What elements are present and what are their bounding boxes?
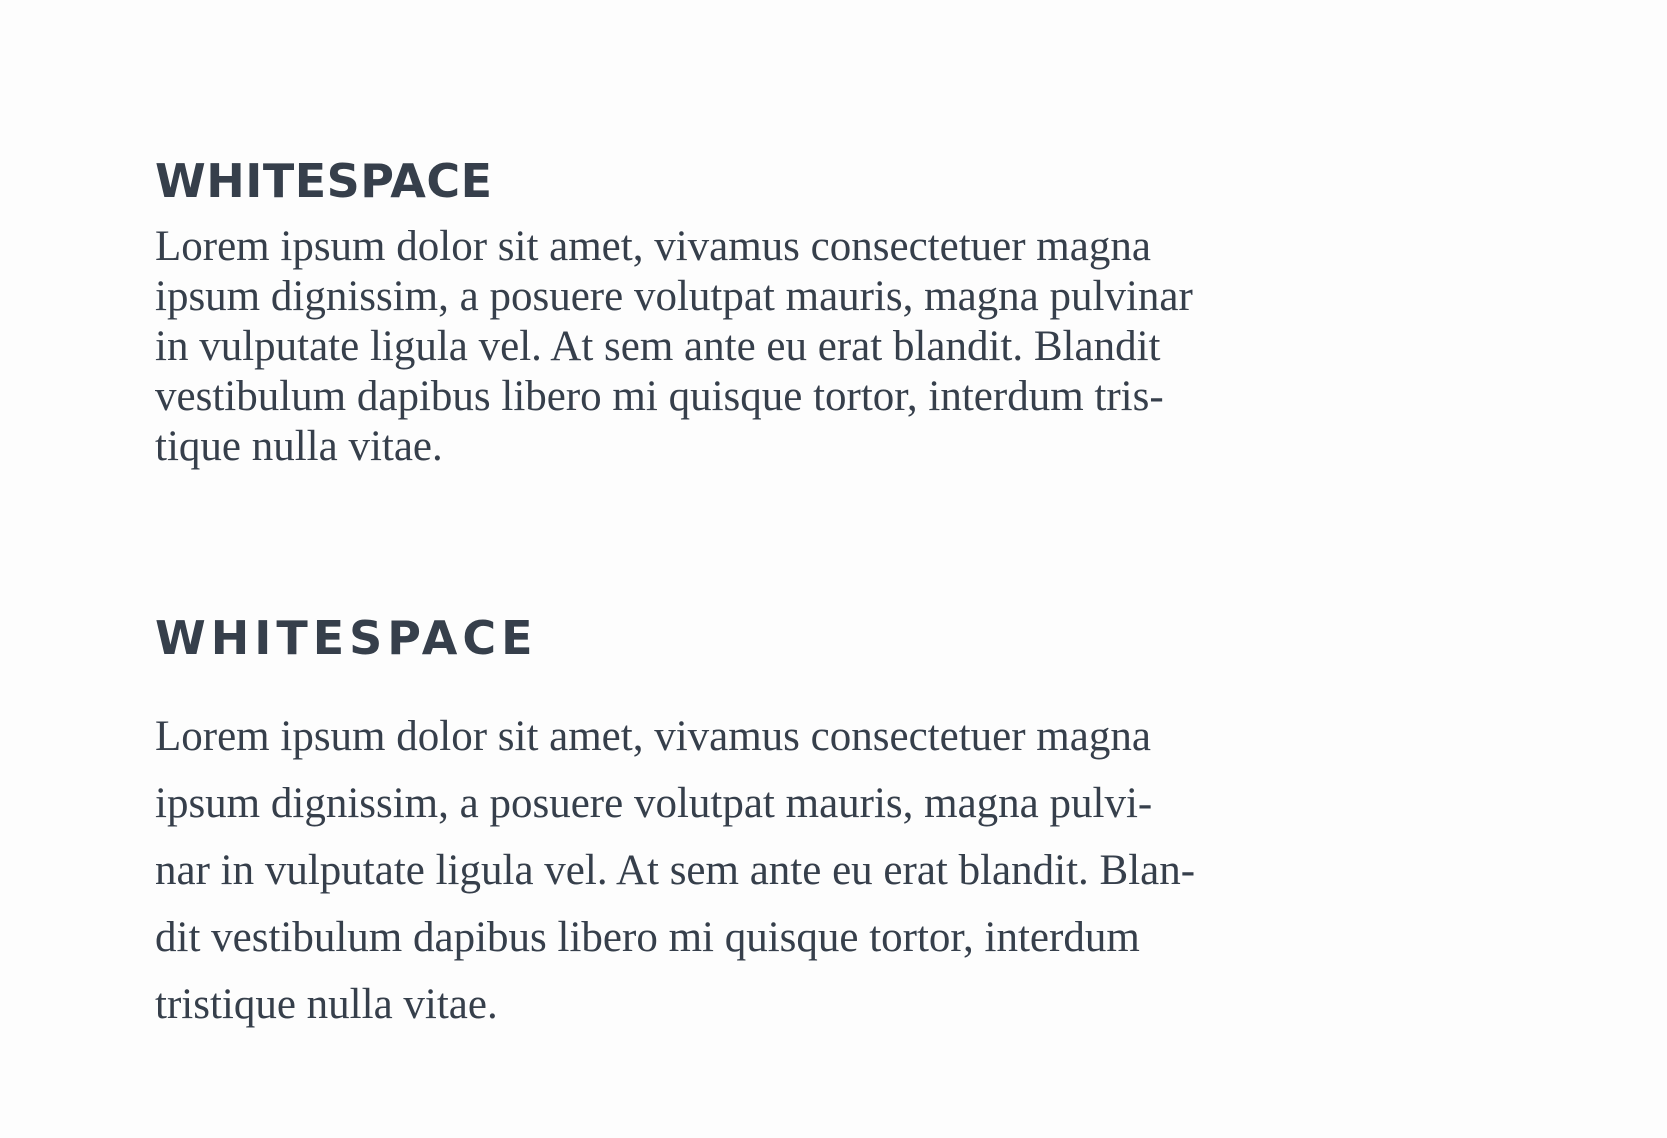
section-heading: WHITESPACE bbox=[155, 611, 538, 665]
body-paragraph bbox=[155, 703, 1315, 1038]
airy-spacing-example bbox=[155, 611, 1315, 1038]
paragraph-line: tique nulla vitae. bbox=[155, 423, 443, 470]
paragraph-line: Lorem ipsum dolor sit amet, vivamus consectetuer magna bbox=[155, 223, 1151, 270]
paragraph-line: Lorem ipsum dolor sit amet, vivamus consectetuer magna bbox=[155, 713, 1151, 760]
body-paragraph bbox=[155, 222, 1315, 472]
paragraph-line: ipsum dignissim, a posuere volutpat mauris, magna pulvi- bbox=[155, 780, 1153, 827]
paragraph-line: ipsum dignissim, a posuere volutpat mauris, magna pulvinar bbox=[155, 273, 1193, 320]
paragraph-line: vestibulum dapibus libero mi quisque tortor, interdum tris- bbox=[155, 373, 1164, 420]
paragraph-line: dit vestibulum dapibus libero mi quisque tortor, interdum bbox=[155, 914, 1140, 961]
tight-spacing-example bbox=[155, 154, 1315, 472]
section-heading: WHITESPACE bbox=[155, 154, 493, 208]
paragraph-line: nar in vulputate ligula vel. At sem ante eu erat blandit. Blan- bbox=[155, 847, 1196, 894]
paragraph-line: in vulputate ligula vel. At sem ante eu erat blandit. Blandit bbox=[155, 323, 1161, 370]
paragraph-line: tristique nulla vitae. bbox=[155, 981, 498, 1028]
